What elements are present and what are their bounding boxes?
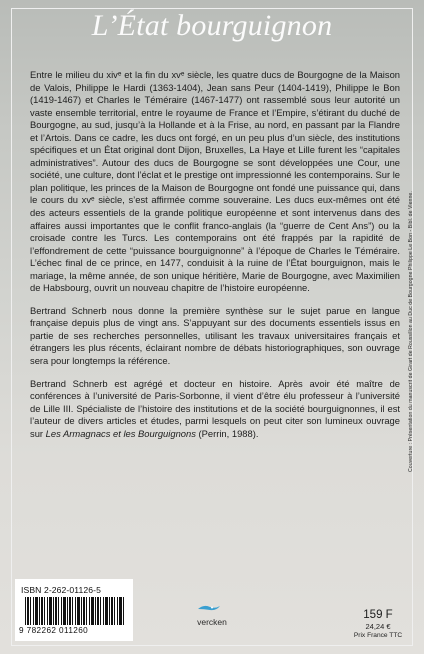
summary-paragraph: Entre le milieu du xivᵉ et la fin du xvᵉ siècle, les quatre ducs de Bourgogne de la Maison de Valois, Philippe le Hardi (1363-1404), Jean sans Peur (1404-1419), Philippe le Bon (1419-1467) et Charles le Téméraire (1467-1477) ont rassemblé sous leur autorité un vaste ensemble territorial, entre le royaume de France et l’Empire, s’étirant du duché de Bourgogne, au sud, jusqu’à la Hollande et à la Frise, au nord, en passant par la Flandre et l’Artois. Dans ce cadre, les ducs ont forgé, en un peu plus d’un siècle, des institutions spécifiques et un État original dont Dijon, Bruxelles, La Haye et Lille furent les “capitales administratives”. Autour des ducs de Bourgogne se sont développées une Cour, une société, une culture, dont l’éclat et le prestige ont impressionné les contemporains. Sur le plan politique, les princes de la Maison de Bourgogne ont fondé une puissance qui, dans le cours du xvᵉ siècle, s’est affirmée comme souveraine. Les ducs eux-mêmes ont été des acteurs essentiels de la grande politique européenne et sont intervenus dans des affaires aussi importantes que le conflit franco-anglais (la “guerre de Cent Ans”) ou la croisade contre les Turcs. Les contemporains ont été frappés par la rapidité de l’effondrement de cette “puissance bourguignonne” à l’époque de Charles le Téméraire. L’échec final de ce prince, en 1477, conduisit à la ruine de l’État bourguignon, mais le mariage, la même année, de son unique héritière, Marie de Bourgogne, avec Maximilien de Habsbourg, ouvrit un nouveau chapitre de l’histoire européenne. <box>30 69 400 294</box>
price-label: Prix France TTC <box>353 632 403 639</box>
cover-credit-text: Couverture : Présentation du manuscrit de Girart de Roussillon au Duc de Bourgogne Philippe Le Bon - Bibl. de Vienne. <box>408 191 414 472</box>
synthesis-paragraph: Bertrand Schnerb nous donne la première synthèse sur le sujet parue en langue française depuis plus de vingt ans. S’appuyant sur des documents essentiels issus en partie de ses recherches personnelles, utilisant les travaux universitaires français et étrangers les plus récents, éclairant nombre de débats historiographiques, son ouvrage sera pour longtemps la référence. <box>30 304 400 367</box>
price-francs: 159 F <box>363 609 393 621</box>
price-block <box>352 609 404 639</box>
book-title: L’État bourguignon <box>91 9 333 42</box>
bio-text: Bertrand Schnerb est agrégé et docteur en histoire. Après avoir été maître de conférences à l’université de Paris-Sorbonne, il vient d’être élu professeur à l’université de Lille III. Spécialiste de l’histoire des institutions et de la société bourguignonnes, il est l’auteur de divers articles et études, parmi lesquels on peut citer son lumineux ouvrage sur <box>30 377 400 439</box>
back-cover-text <box>30 69 400 440</box>
cited-book-title: Les Armagnacs et les Bourguignons <box>45 427 196 439</box>
author-bio <box>30 378 400 441</box>
price-euros: 24,24 € <box>365 622 391 631</box>
bio-publisher: (Perrin, 1988). <box>195 427 259 439</box>
isbn-number: ISBN 2-262-01126-5 <box>21 585 101 595</box>
publisher-logo-icon <box>197 603 221 613</box>
barcode-digits: 9 782262 011260 <box>19 626 89 635</box>
barcode-area <box>15 579 133 641</box>
publisher-name: vercken <box>197 617 227 627</box>
